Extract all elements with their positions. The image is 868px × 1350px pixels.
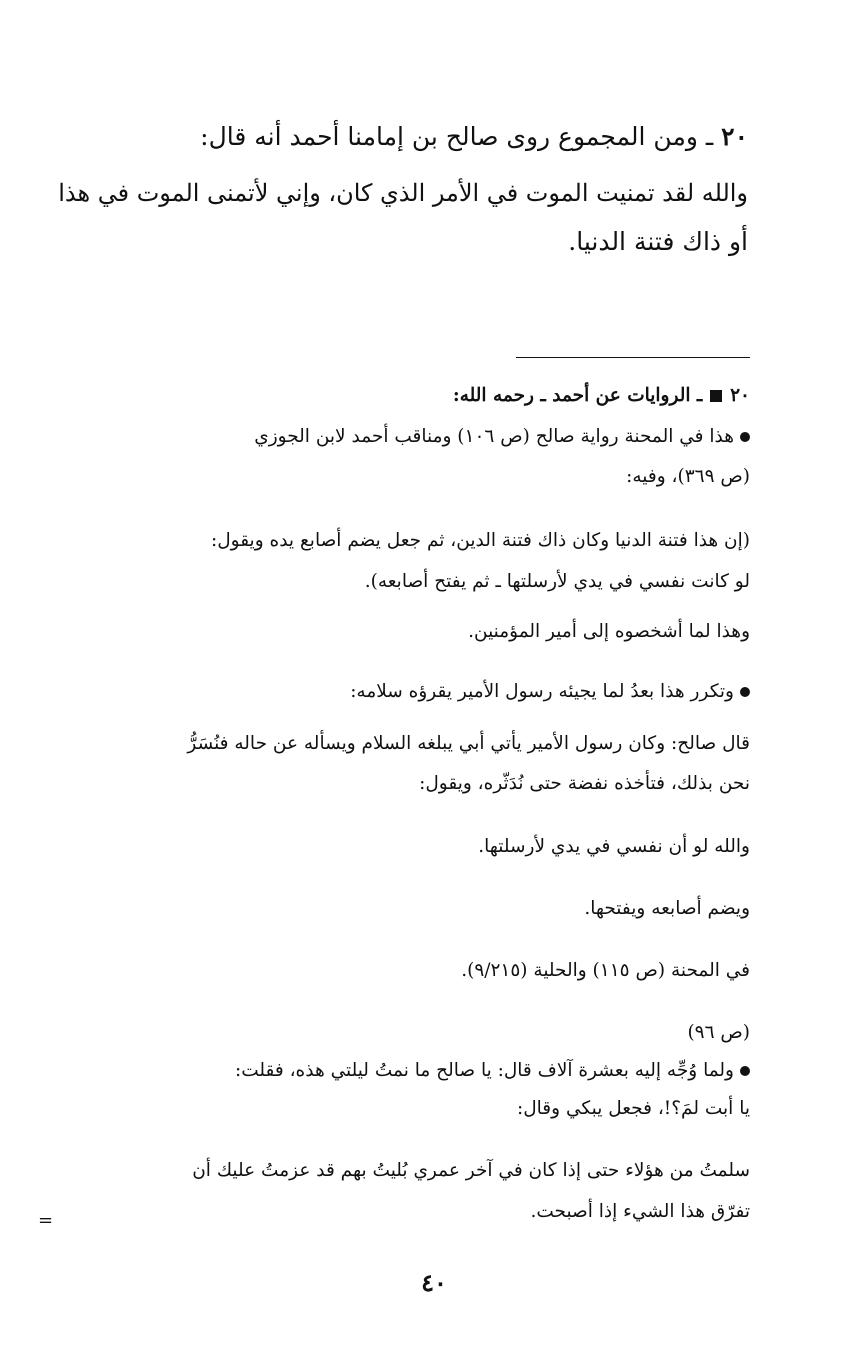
sources2-line: في المحنة (ص ١١٥) والحلية (٩/٢١٥).	[461, 960, 750, 981]
footnote-number: ٢٠	[730, 385, 750, 406]
footnote-heading	[453, 387, 750, 406]
source1-line1-text: هذا في المحنة رواية صالح (ص ١٠٦) ومناقب أحمد لابن الجوزي	[254, 426, 734, 447]
repeat-line	[350, 683, 750, 702]
source1-line2: (ص ٣٦٩)، وفيه:	[626, 466, 750, 487]
bullet-icon	[740, 432, 750, 442]
sent-line1-text: ولما وُجِّه إليه بعشرة آلاف قال: يا صالح ما نمتُ ليلتي هذه، فقلت:	[234, 1060, 734, 1081]
source1-line1	[254, 428, 750, 447]
footnote-separator	[516, 357, 750, 358]
main-line2: والله لقد تمنيت الموت في الأمر الذي كان، وإني لأتمنى الموت في هذا	[58, 179, 748, 207]
quote1-line3: وهذا لما أشخصوه إلى أمير المؤمنين.	[468, 621, 750, 642]
main-line1-text: ـ ومن المجموع روى صالح بن إمامنا أحمد أنه قال:	[200, 122, 714, 151]
bullet-icon	[740, 1066, 750, 1076]
final-line2: تفرّق هذا الشيء إذا أصبحت.	[530, 1201, 750, 1222]
main-item-number: ٢٠	[721, 122, 748, 151]
page-number: ٤٠	[421, 1268, 447, 1297]
square-bullet-icon	[710, 390, 722, 402]
saleh-line2: نحن بذلك، فتأخذه نفضة حتى نُدَثّره، ويقول:	[419, 773, 750, 794]
footnote-heading-text: ـ الروايات عن أحمد ـ رحمه الله:	[452, 385, 703, 406]
page-reference: (ص ٩٦)	[687, 1022, 750, 1043]
sent-line1	[235, 1062, 750, 1081]
final-line1: سلمتُ من هؤلاء حتى إذا كان في آخر عمري بُليتُ بهم قد عزمتُ عليك أن	[192, 1160, 750, 1181]
quote1-line2: لو كانت نفسي في يدي لأرسلتها ـ ثم يفتح أصابعه).	[364, 571, 750, 592]
bullet-icon	[740, 687, 750, 697]
quote1-line1: (إن هذا فتنة الدنيا وكان ذاك فتنة الدين، ثم جعل يضم أصابع يده ويقول:	[210, 530, 750, 551]
saleh-line1: قال صالح: وكان رسول الأمير يأتي أبي يبلغه السلام ويسأله عن حاله فنُسَرُّ	[187, 733, 750, 754]
main-item-line1	[200, 124, 748, 149]
oath-line: والله لو أن نفسي في يدي لأرسلتها.	[478, 836, 750, 857]
sent-line2: يا أبت لمَ؟!، فجعل يبكي وقال:	[517, 1098, 750, 1119]
continuation-mark: =	[38, 1210, 54, 1231]
fingers-line: ويضم أصابعه ويفتحها.	[584, 898, 750, 919]
repeat-line-text: وتكرر هذا بعدُ لما يجيئه رسول الأمير يقرؤه سلامه:	[350, 681, 734, 702]
main-line3: أو ذاك فتنة الدنيا.	[568, 227, 748, 256]
